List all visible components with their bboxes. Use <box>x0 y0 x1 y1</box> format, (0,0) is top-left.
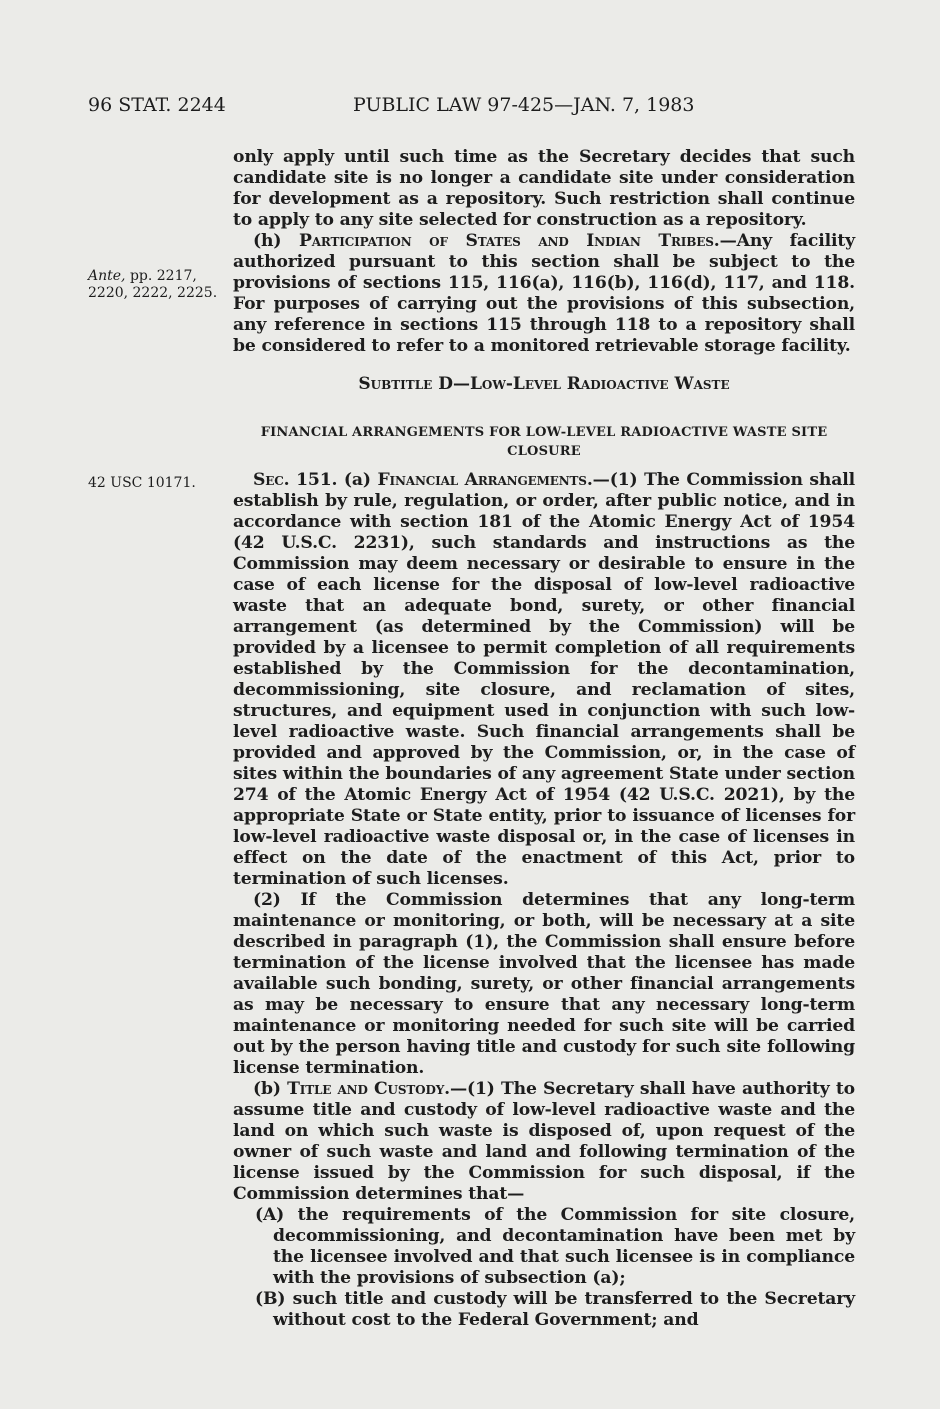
paragraph-b-heading: Title and Custody. <box>287 1079 450 1099</box>
section-heading: FINANCIAL ARRANGEMENTS FOR LOW-LEVEL RADIOACTIVE WASTE SITE CLOSURE <box>260 425 828 459</box>
section-a-text: —(1) The Commission shall establish by rule, regulation, or order, after public notice, and in accordance with section 181 of the Atomic Energy Act of 1954 (42 U.S.C. 2231), such standards and instructions as the Commission may deem necessary or desirable to ensure in the case of each license for the disposal of low-level radioactive waste that an adequate bond, surety, or other financial arrangement (as determined by the Commission) will be provided by a licensee to permit completion of all requirements established by the Commission for the decontamination, decommissioning, site closure, and reclamation of sites, structures, and equipment used in conjunction with such low-level radioactive waste. Such financial arrangements shall be provided and approved by the Commission, or, in the case of sites within the boundaries of any agreement State under section 274 of the Atomic Energy Act of 1954 (42 U.S.C. 2021), by the appropriate State or State entity, prior to issuance of licenses for low-level radioactive waste disposal or, in the case of licenses in effect on the date of the enactment of this Act, prior to termination of such licenses. <box>233 470 856 889</box>
paragraph-h-heading: Participation of States and Indian Tribes. <box>298 231 720 251</box>
block-paragraphs-2 <box>233 470 855 1331</box>
margin-note-ante-text: pp. 2217, 2220, 2222, 2225. <box>88 268 218 301</box>
paragraph-b-text: —(1) The Secretary shall have authority to assume title and custody of low-level radioactive waste and the land on which such waste is disposed of, upon request of the owner of such waste and land and following termination of the license issued by the Commission for such disposal, if the Commission determines that— <box>233 1079 855 1204</box>
paragraph-b-label: (b) <box>253 1079 288 1099</box>
paragraph-h-label: (h) <box>253 231 299 251</box>
margin-note-usc: 42 USC 10171. <box>88 475 196 491</box>
margin-note-ante <box>88 268 228 302</box>
paragraph-a-2: (2) If the Commission determines that any long-term maintenance or monitoring, or both, will be necessary at a site described in paragraph (1), the Commission shall ensure before termination of the license involved that the licensee has made available such bonding, surety, or other financial arrangements as may be necessary to ensure that any necessary long-term maintenance or monitoring needed for such site will be carried out by the person having title and custody for such site following license termination. <box>233 890 855 1078</box>
item-b: (B) such title and custody will be transferred to the Secretary without cost to the Federal Government; and <box>255 1289 855 1330</box>
subtitle-heading: Subtitle D—Low-Level Radioactive Waste <box>358 374 730 394</box>
section-label: Sec. 151. <box>253 470 338 490</box>
paragraph-h <box>233 231 855 357</box>
item-a: (A) the requirements of the Commission for site closure, decommissioning, and decontamination have been met by the licensee involved and that such licensee is in compliance with the provisions of subsection (a); <box>255 1205 855 1288</box>
public-law-title: PUBLIC LAW 97-425—JAN. 7, 1983 <box>353 94 695 116</box>
stat-page-number: 96 STAT. 2244 <box>88 94 226 116</box>
paragraph-h-text: —Any facility authorized pursuant to this section shall be subject to the provisions of sections 115, 116(a), 116(b), 116(d), 117, and 118. For purposes of carrying out the provisions of this subsection, any reference in sections 115 through 118 to a repository shall be considered to refer to a monitored retrievable storage facility. <box>233 231 855 356</box>
paragraph-continuation: only apply until such time as the Secretary decides that such candidate site is no longer a candidate site under consideration for development as a repository. Such restriction shall continue to apply to any site selected for construction as a repository. <box>233 147 855 230</box>
section-a-label: (a) <box>337 470 378 490</box>
section-a-heading: Financial Arrangements. <box>377 470 593 490</box>
page-header <box>88 94 858 124</box>
block-paragraphs-1 <box>233 147 855 357</box>
paragraph-b <box>233 1079 855 1205</box>
section-151-a <box>233 470 855 890</box>
margin-note-ante-italic: Ante, <box>88 268 126 284</box>
